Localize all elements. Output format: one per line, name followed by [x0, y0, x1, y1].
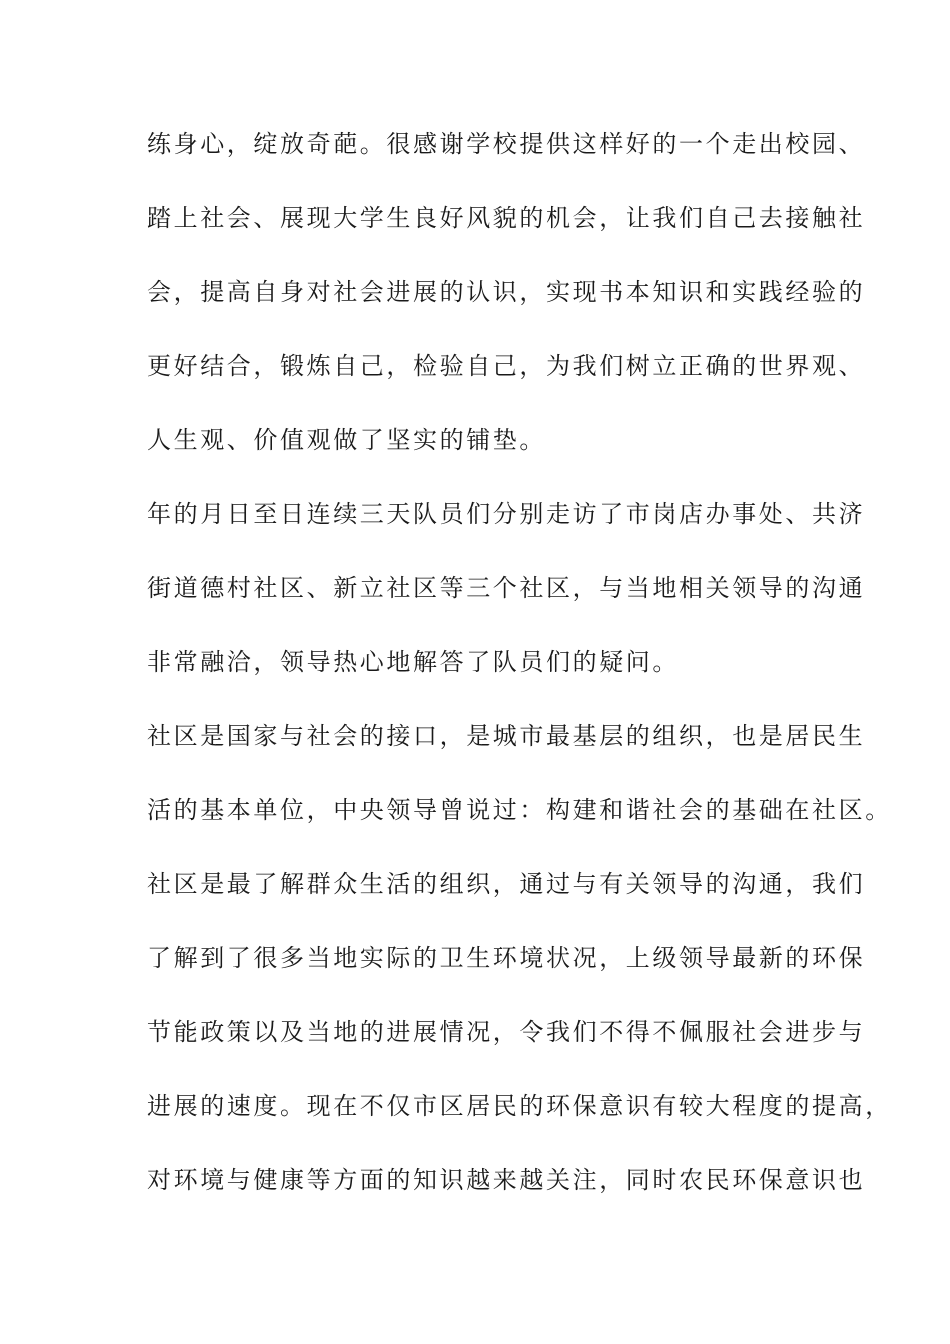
text-line: 了解到了很多当地实际的卫生环境状况，上级领导最新的环保 [147, 944, 866, 972]
body-text [147, 130, 892, 1240]
text-line: 年的月日至日连续三天队员们分别走访了市岗店办事处、共济 [147, 500, 866, 528]
text-line: 更好结合，锻炼自己，检验自己，为我们树立正确的世界观、 [147, 352, 866, 380]
text-line: 节能政策以及当地的进展情况，令我们不得不佩服社会进步与 [147, 1018, 866, 1046]
text-line: 会，提高自身对社会进展的认识，实现书本知识和实践经验的 [147, 278, 866, 306]
text-line: 踏上社会、展现大学生良好风貌的机会，让我们自己去接触社 [147, 204, 866, 232]
text-line: 社区是国家与社会的接口，是城市最基层的组织，也是居民生 [147, 722, 866, 750]
text-line: 进展的速度。现在不仅市区居民的环保意识有较大程度的提高， [147, 1092, 892, 1120]
text-line: 街道德村社区、新立社区等三个社区，与当地相关领导的沟通 [147, 574, 866, 602]
text-line: 对环境与健康等方面的知识越来越关注，同时农民环保意识也 [147, 1166, 866, 1194]
text-line: 练身心，绽放奇葩。很感谢学校提供这样好的一个走出校园、 [147, 130, 866, 158]
text-line: 非常融洽，领导热心地解答了队员们的疑问。 [147, 648, 679, 676]
text-line: 社区是最了解群众生活的组织，通过与有关领导的沟通，我们 [147, 870, 866, 898]
text-line: 人生观、价值观做了坚实的铺垫。 [147, 426, 546, 454]
text-line: 活的基本单位，中央领导曾说过：构建和谐社会的基础在社区。 [147, 796, 892, 824]
